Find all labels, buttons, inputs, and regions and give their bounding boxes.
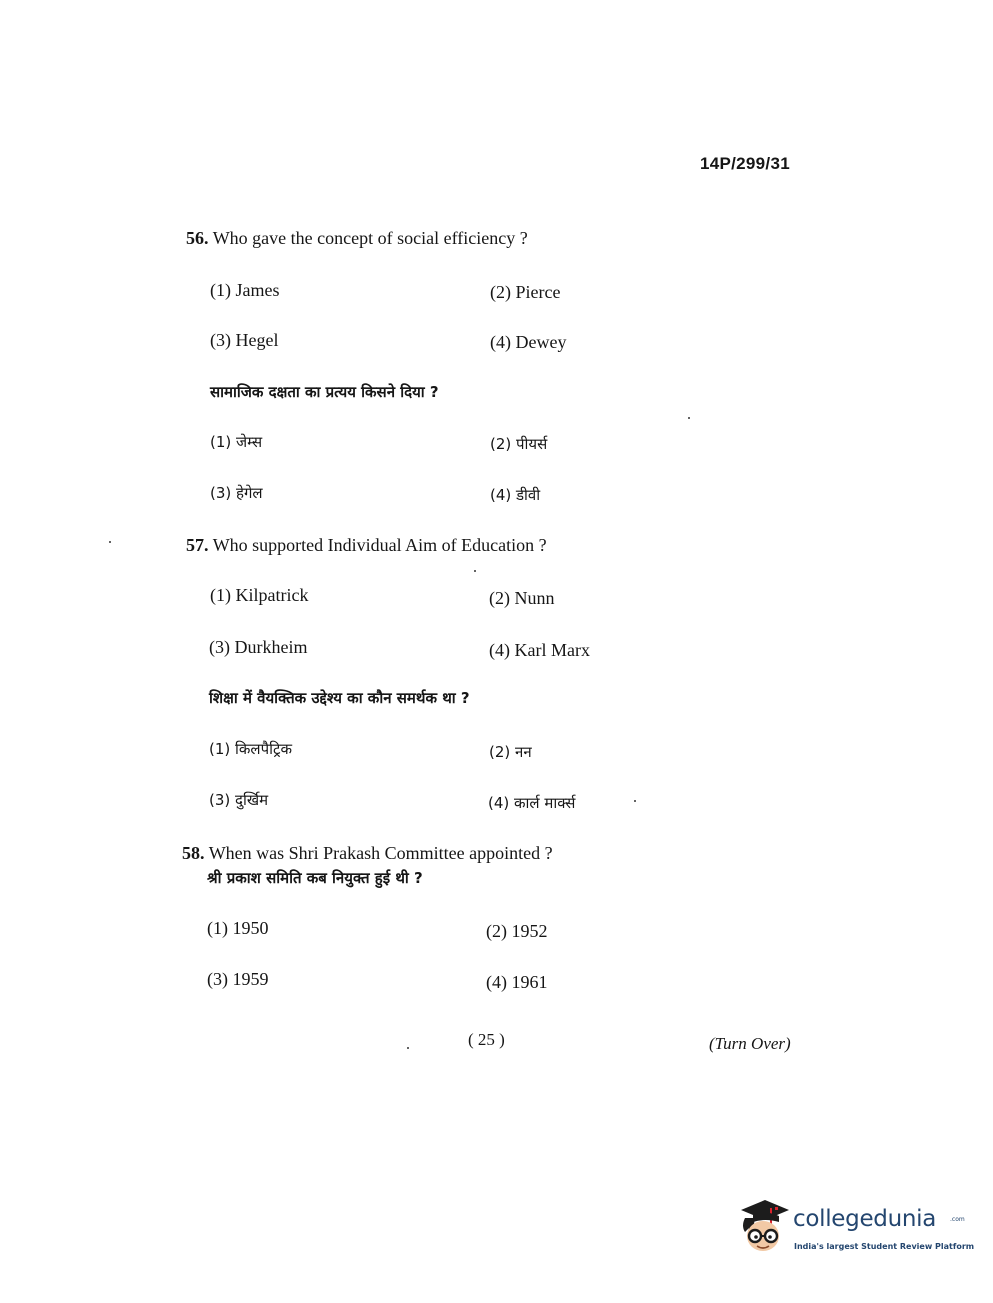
option-1: (1) James xyxy=(210,280,280,300)
option-3: (3) 1959 xyxy=(207,969,269,989)
option-3-hi: (3) हेगेल xyxy=(210,484,263,502)
option-3: (3) Hegel xyxy=(210,330,279,350)
turn-over-note: (Turn Over) xyxy=(709,1034,791,1053)
option-2: (2) Nunn xyxy=(489,588,555,608)
logo-tagline: India's largest Student Review Platform xyxy=(794,1242,975,1251)
scan-speck xyxy=(407,1047,409,1049)
page-number: ( 25 ) xyxy=(468,1030,505,1049)
question-text-hi: श्री प्रकाश समिति कब नियुक्त हुई थी ? xyxy=(207,869,423,887)
option-1: (1) Kilpatrick xyxy=(210,585,309,605)
question-56 xyxy=(186,228,528,249)
logo-domain-text: .com xyxy=(950,1216,965,1223)
scan-speck xyxy=(109,541,111,543)
option-2-hi: (2) नन xyxy=(489,743,532,761)
question-text-en: Who gave the concept of social efficiency ? xyxy=(212,228,528,248)
option-4: (4) Dewey xyxy=(490,332,567,352)
question-text-en: When was Shri Prakash Committee appointed ? xyxy=(208,843,553,863)
option-1-hi: (1) जेम्स xyxy=(210,433,263,451)
question-number: 56. xyxy=(186,228,209,248)
question-text-en: Who supported Individual Aim of Education ? xyxy=(212,535,547,555)
option-1: (1) 1950 xyxy=(207,918,269,938)
question-57 xyxy=(186,535,547,556)
option-3: (3) Durkheim xyxy=(209,637,308,657)
collegedunia-logo xyxy=(735,1196,975,1266)
scan-speck xyxy=(474,570,476,572)
scan-speck xyxy=(688,417,690,419)
logo-brand-text: collegedunia xyxy=(793,1206,937,1232)
question-number: 57. xyxy=(186,535,209,555)
option-3-hi: (3) दुर्खिम xyxy=(209,791,269,809)
question-number: 58. xyxy=(182,843,205,863)
paper-code: 14P/299/31 xyxy=(700,154,790,173)
question-text-hi: शिक्षा में वैयक्तिक उद्देश्य का कौन समर्थक था ? xyxy=(209,689,470,707)
option-1-hi: (1) किलपैट्रिक xyxy=(209,740,293,758)
option-4-hi: (4) कार्ल मार्क्स xyxy=(488,794,576,812)
option-4: (4) 1961 xyxy=(486,972,548,992)
option-4: (4) Karl Marx xyxy=(489,640,590,660)
option-4-hi: (4) डीवी xyxy=(490,486,541,504)
question-58 xyxy=(182,843,553,864)
option-2: (2) Pierce xyxy=(490,282,561,302)
scan-speck xyxy=(634,800,636,802)
question-text-hi: सामाजिक दक्षता का प्रत्यय किसने दिया ? xyxy=(210,383,439,401)
option-2: (2) 1952 xyxy=(486,921,548,941)
mascot-icon xyxy=(735,1196,793,1258)
option-2-hi: (2) पीयर्स xyxy=(490,435,548,453)
